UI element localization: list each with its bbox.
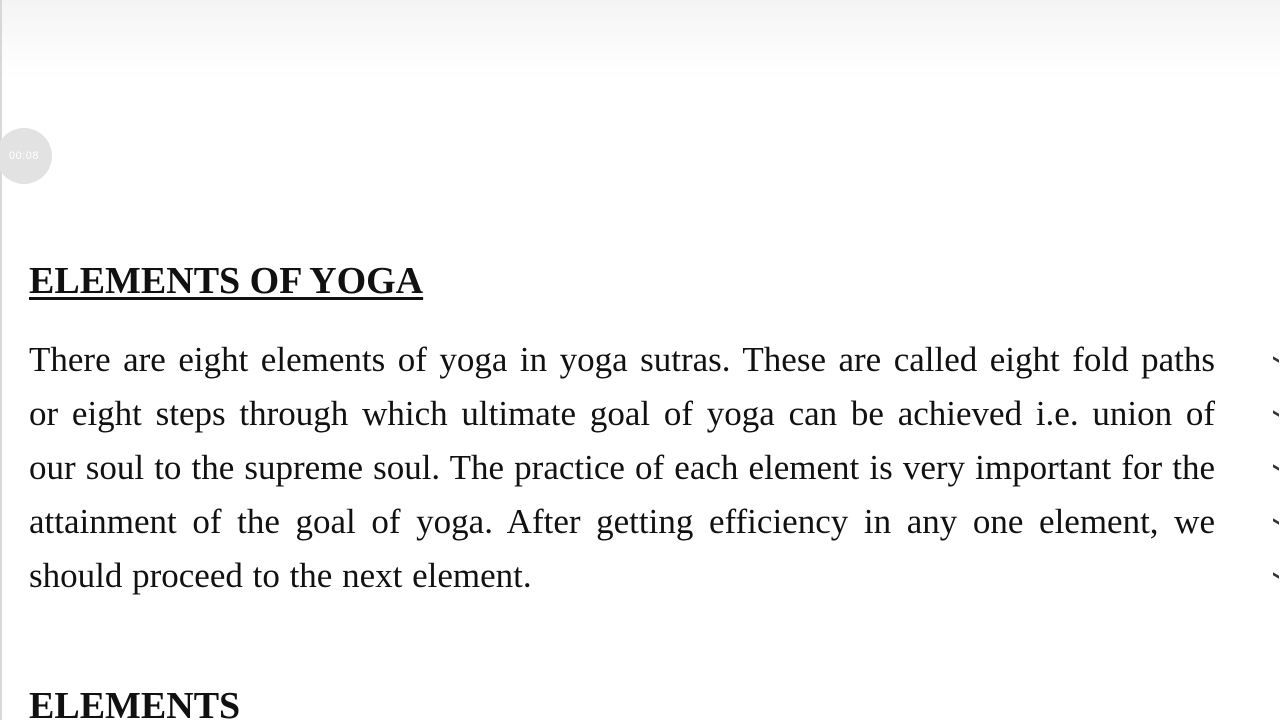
recording-timer-badge[interactable] bbox=[0, 128, 52, 184]
top-shadow bbox=[0, 0, 1280, 80]
section-subheading: ELEMENTS bbox=[29, 685, 241, 720]
cut-off-text-edge bbox=[1272, 350, 1280, 590]
left-border bbox=[0, 0, 2, 720]
section-heading: ELEMENTS OF YOGA bbox=[29, 260, 424, 302]
timer-label: 00:08 bbox=[8, 150, 40, 162]
body-paragraph: There are eight elements of yoga in yoga sutras. These are called eight fold paths or eight steps through which ultimate goal of yoga can be achieved i.e. union of our soul to the supreme soul. The practice of each element is very important for the attainment of the goal of yoga. After getting efficiency in any one element, we should proceed to the next element. bbox=[29, 340, 1215, 595]
